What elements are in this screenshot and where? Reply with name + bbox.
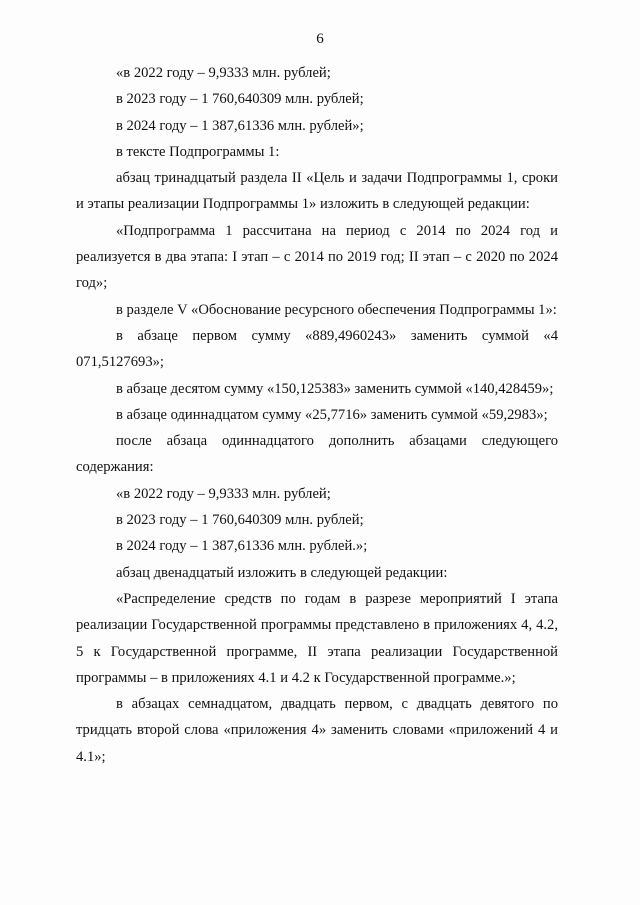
paragraph-5: абзац тринадцатый раздела II «Цель и задачи Подпрограммы 1, сроки и этапы реализации Подпрограммы 1» изложить в следующей редакции: xyxy=(76,170,558,213)
document-body xyxy=(76,60,558,770)
paragraph-17: в абзацах семнадцатом, двадцать первом, с двадцать девятого по тридцать второй слова «приложения 4» заменить словами «приложений 4 и 4.1»; xyxy=(76,696,558,765)
paragraph-4: в тексте Подпрограммы 1: xyxy=(116,143,280,160)
paragraph-16: «Распределение средств по годам в разрезе мероприятий I этапа реализации Государственной программы представлено в приложениях 4, 4.2, 5 к Государственной программе, II этапа реализации Государственной программы – в приложениях 4.1 и 4.2 к Государственной программе.»; xyxy=(76,590,558,686)
paragraph-13: в 2023 году – 1 760,640309 млн. рублей; xyxy=(116,512,364,529)
paragraph-6: «Подпрограмма 1 рассчитана на период с 2014 по 2024 год и реализуется в два этапа: I этап – с 2014 по 2019 год; II этап – с 2020 по 2024 год»; xyxy=(76,222,558,292)
paragraph-14: в 2024 году – 1 387,61336 млн. рублей.»; xyxy=(116,538,368,555)
paragraph-8: в абзаце первом сумму «889,4960243» заменить суммой «4 071,5127693»; xyxy=(76,327,558,371)
paragraph-1: «в 2022 году – 9,9333 млн. рублей; xyxy=(116,65,331,81)
paragraph-2: в 2023 году – 1 760,640309 млн. рублей; xyxy=(116,91,364,108)
paragraph-9: в абзаце десятом сумму «150,125383» заменить суммой «140,428459»; xyxy=(116,380,554,397)
paragraph-15: абзац двенадцатый изложить в следующей редакции: xyxy=(116,564,448,581)
paragraph-7: в разделе V «Обоснование ресурсного обеспечения Подпрограммы 1»: xyxy=(116,301,557,318)
page-number: 6 xyxy=(316,31,324,47)
paragraph-12: «в 2022 году – 9,9333 млн. рублей; xyxy=(116,485,331,502)
paragraph-3: в 2024 году – 1 387,61336 млн. рублей»; xyxy=(116,117,364,134)
paragraph-10: в абзаце одиннадцатом сумму «25,7716» заменить суммой «59,2983»; xyxy=(116,406,548,423)
paragraph-11: после абзаца одиннадцатого дополнить абзацами следующего содержания: xyxy=(76,433,558,476)
